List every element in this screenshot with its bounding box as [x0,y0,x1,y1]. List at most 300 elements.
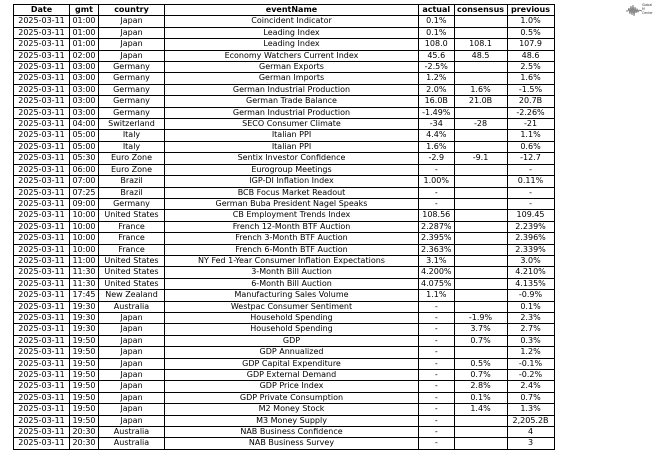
cell-previous: 0.7% [507,392,554,403]
cell-gmt: 03:00 [70,62,99,73]
cell-previous: 1.3% [507,404,554,415]
cell-previous: 1.1% [507,130,554,141]
cell-consensus [454,187,507,198]
cell-event-name: GDP Annualized [165,347,419,358]
cell-previous: -21 [507,119,554,130]
cell-actual: - [419,335,455,346]
cell-gmt: 20:30 [70,438,99,449]
cell-country: United States [99,210,165,221]
cell-previous: - [507,198,554,209]
cell-country: France [99,221,165,232]
table-row [14,415,555,426]
cell-previous: 3 [507,438,554,449]
cell-previous: -0.2% [507,370,554,381]
cell-gmt: 09:00 [70,198,99,209]
cell-previous: 0.1% [507,301,554,312]
table-row [14,39,555,50]
cell-actual: 1.1% [419,290,455,301]
cell-date: 2025-03-11 [14,278,70,289]
cell-gmt: 11:30 [70,267,99,278]
cell-date: 2025-03-11 [14,130,70,141]
cell-previous: 2.4% [507,381,554,392]
cell-date: 2025-03-11 [14,119,70,130]
cell-date: 2025-03-11 [14,141,70,152]
cell-date: 2025-03-11 [14,50,70,61]
cell-country: Germany [99,198,165,209]
cell-event-name: Italian PPI [165,130,419,141]
cell-previous: -0.1% [507,358,554,369]
cell-actual: 45.6 [419,50,455,61]
table-row [14,358,555,369]
table-row [14,244,555,255]
cell-actual: 4.075% [419,278,455,289]
cell-gmt: 03:00 [70,73,99,84]
cell-date: 2025-03-11 [14,267,70,278]
cell-previous: 4.210% [507,267,554,278]
cell-event-name: GDP Capital Expenditure [165,358,419,369]
cell-date: 2025-03-11 [14,176,70,187]
cell-date: 2025-03-11 [14,290,70,301]
table-row [14,347,555,358]
cell-gmt: 01:00 [70,27,99,38]
cell-event-name: Sentix Investor Confidence [165,153,419,164]
table-row [14,16,555,27]
cell-actual: 0.1% [419,16,455,27]
cell-event-name: Household Spending [165,324,419,335]
cell-consensus [454,347,507,358]
cell-previous: 2.7% [507,324,554,335]
cell-date: 2025-03-11 [14,244,70,255]
cell-country: Japan [99,312,165,323]
cell-previous: 4 [507,427,554,438]
cell-consensus: 3.7% [454,324,507,335]
cell-date: 2025-03-11 [14,415,70,426]
cell-event-name: German Imports [165,73,419,84]
cell-date: 2025-03-11 [14,96,70,107]
cell-actual: - [419,198,455,209]
cell-country: Japan [99,50,165,61]
cell-actual: 2.0% [419,84,455,95]
table-row [14,312,555,323]
cell-previous: - [507,187,554,198]
cell-consensus: -28 [454,119,507,130]
cell-event-name: French 3-Month BTF Auction [165,233,419,244]
cell-actual: 2.287% [419,221,455,232]
cell-gmt: 03:00 [70,84,99,95]
cell-date: 2025-03-11 [14,62,70,73]
cell-gmt: 10:00 [70,233,99,244]
cell-consensus [454,198,507,209]
cell-date: 2025-03-11 [14,84,70,95]
cell-date: 2025-03-11 [14,164,70,175]
cell-gmt: 05:00 [70,141,99,152]
table-row [14,27,555,38]
table-row [14,96,555,107]
cell-country: Japan [99,415,165,426]
cell-gmt: 19:50 [70,358,99,369]
cell-actual: 2.363% [419,244,455,255]
cell-actual: - [419,358,455,369]
economic-calendar-table [13,4,555,450]
cell-gmt: 19:50 [70,370,99,381]
cell-previous: 2,205.2B [507,415,554,426]
cell-consensus [454,301,507,312]
cell-actual: 1.2% [419,73,455,84]
cell-previous: -1.5% [507,84,554,95]
table-row [14,324,555,335]
cell-consensus [454,62,507,73]
cell-consensus [454,244,507,255]
cell-gmt: 02:00 [70,50,99,61]
table-row [14,84,555,95]
cell-gmt: 07:25 [70,187,99,198]
cell-previous: 48.6 [507,50,554,61]
table-row [14,130,555,141]
cell-date: 2025-03-11 [14,73,70,84]
cell-event-name: NAB Business Survey [165,438,419,449]
cell-date: 2025-03-11 [14,187,70,198]
cell-consensus: -9.1 [454,153,507,164]
cell-date: 2025-03-11 [14,221,70,232]
cell-event-name: French 6-Month BTF Auction [165,244,419,255]
cell-date: 2025-03-11 [14,427,70,438]
cell-event-name: Italian PPI [165,141,419,152]
cell-gmt: 19:50 [70,415,99,426]
cell-country: Euro Zone [99,153,165,164]
cell-country: United States [99,267,165,278]
cell-event-name: M3 Money Supply [165,415,419,426]
cell-date: 2025-03-11 [14,347,70,358]
cell-country: Brazil [99,176,165,187]
cell-actual: - [419,392,455,403]
cell-actual: -2.9 [419,153,455,164]
table-row [14,119,555,130]
cell-previous: 0.3% [507,335,554,346]
table-row [14,381,555,392]
cell-consensus [454,73,507,84]
table-row [14,187,555,198]
cell-gmt: 17:45 [70,290,99,301]
cell-previous: -0.9% [507,290,554,301]
cell-actual: 3.1% [419,255,455,266]
column-header-gmt: gmt [70,5,99,16]
cell-event-name: CB Employment Trends Index [165,210,419,221]
table-row [14,210,555,221]
cell-previous: 109.45 [507,210,554,221]
cell-event-name: 6-Month Bill Auction [165,278,419,289]
cell-consensus [454,130,507,141]
cell-actual: 2.395% [419,233,455,244]
table-row [14,427,555,438]
cell-consensus [454,221,507,232]
cell-actual: - [419,370,455,381]
cell-consensus [454,278,507,289]
cell-country: France [99,233,165,244]
table-row [14,62,555,73]
cell-country: Australia [99,438,165,449]
cell-previous: 2.339% [507,244,554,255]
cell-date: 2025-03-11 [14,198,70,209]
cell-actual: 0.1% [419,27,455,38]
cell-actual: - [419,312,455,323]
cell-consensus: 1.6% [454,84,507,95]
cell-gmt: 10:00 [70,244,99,255]
cell-previous: 1.2% [507,347,554,358]
cell-event-name: German Trade Balance [165,96,419,107]
column-header-actual: actual [419,5,455,16]
cell-previous: 0.6% [507,141,554,152]
cell-previous: 107.9 [507,39,554,50]
waveform-logo-icon [626,2,642,18]
cell-country: Japan [99,358,165,369]
cell-actual: - [419,164,455,175]
cell-previous: 3.0% [507,255,554,266]
column-header-previous: previous [507,5,554,16]
cell-consensus: 108.1 [454,39,507,50]
table-row [14,50,555,61]
cell-actual: 1.00% [419,176,455,187]
cell-gmt: 19:50 [70,404,99,415]
cell-previous: 20.7B [507,96,554,107]
cell-date: 2025-03-11 [14,39,70,50]
cell-country: Switzerland [99,119,165,130]
table-row [14,267,555,278]
cell-gmt: 07:00 [70,176,99,187]
cell-country: Japan [99,347,165,358]
cell-country: Germany [99,84,165,95]
cell-date: 2025-03-11 [14,370,70,381]
table-row [14,370,555,381]
cell-actual: - [419,427,455,438]
cell-event-name: Eurogroup Meetings [165,164,419,175]
cell-consensus: 0.7% [454,370,507,381]
cell-date: 2025-03-11 [14,16,70,27]
cell-country: Australia [99,427,165,438]
cell-previous: -12.7 [507,153,554,164]
cell-country: Germany [99,96,165,107]
cell-country: Brazil [99,187,165,198]
cell-gmt: 03:00 [70,96,99,107]
cell-gmt: 10:00 [70,210,99,221]
cell-event-name: German Buba President Nagel Speaks [165,198,419,209]
cell-country: Japan [99,392,165,403]
cell-previous: 1.0% [507,16,554,27]
cell-date: 2025-03-11 [14,233,70,244]
table-row [14,301,555,312]
cell-date: 2025-03-11 [14,358,70,369]
cell-actual: 108.0 [419,39,455,50]
cell-gmt: 19:50 [70,347,99,358]
cell-gmt: 19:30 [70,301,99,312]
table-row [14,164,555,175]
cell-event-name: Leading Index [165,39,419,50]
cell-consensus: 2.8% [454,381,507,392]
cell-actual: -2.5% [419,62,455,73]
cell-consensus [454,27,507,38]
cell-previous: 2.239% [507,221,554,232]
table-header-row [14,5,555,16]
cell-previous: -2.26% [507,107,554,118]
cell-gmt: 11:00 [70,255,99,266]
cell-country: Japan [99,16,165,27]
cell-country: Japan [99,370,165,381]
cell-date: 2025-03-11 [14,438,70,449]
cell-previous: 0.5% [507,27,554,38]
cell-event-name: BCB Focus Market Readout [165,187,419,198]
cell-event-name: German Exports [165,62,419,73]
cell-consensus [454,290,507,301]
cell-gmt: 19:50 [70,392,99,403]
cell-country: France [99,244,165,255]
cell-gmt: 06:00 [70,164,99,175]
column-header-date: Date [14,5,70,16]
table-row [14,335,555,346]
cell-actual: - [419,381,455,392]
cell-gmt: 01:00 [70,16,99,27]
cell-previous: - [507,164,554,175]
cell-country: Germany [99,73,165,84]
cell-gmt: 03:00 [70,107,99,118]
cell-event-name: SECO Consumer Climate [165,119,419,130]
cell-previous: 2.396% [507,233,554,244]
cell-country: Japan [99,39,165,50]
cell-date: 2025-03-11 [14,324,70,335]
cell-event-name: German Industrial Production [165,84,419,95]
cell-consensus: 0.1% [454,392,507,403]
cell-actual: 4.4% [419,130,455,141]
cell-country: Euro Zone [99,164,165,175]
table-row [14,221,555,232]
cell-consensus [454,16,507,27]
cell-consensus: -1.9% [454,312,507,323]
cell-consensus: 21.0B [454,96,507,107]
cell-consensus [454,233,507,244]
cell-gmt: 19:50 [70,381,99,392]
cell-country: United States [99,278,165,289]
cell-actual: - [419,347,455,358]
cell-date: 2025-03-11 [14,381,70,392]
cell-consensus: 0.5% [454,358,507,369]
cell-actual: - [419,324,455,335]
cell-gmt: 11:30 [70,278,99,289]
cell-event-name: French 12-Month BTF Auction [165,221,419,232]
column-header-event-name: eventName [165,5,419,16]
cell-gmt: 19:30 [70,312,99,323]
cell-previous: 0.11% [507,176,554,187]
cell-event-name: GDP [165,335,419,346]
cell-gmt: 01:00 [70,39,99,50]
table-row [14,141,555,152]
cell-gmt: 19:50 [70,335,99,346]
cell-actual: - [419,415,455,426]
cell-event-name: M2 Money Stock [165,404,419,415]
cell-event-name: GDP Price Index [165,381,419,392]
cell-consensus: 0.7% [454,335,507,346]
cell-consensus [454,141,507,152]
cell-event-name: GDP Private Consumption [165,392,419,403]
cell-consensus [454,427,507,438]
cell-event-name: Household Spending [165,312,419,323]
brand-logo [626,2,658,20]
table-row [14,404,555,415]
cell-gmt: 04:00 [70,119,99,130]
cell-country: Germany [99,107,165,118]
cell-actual: - [419,404,455,415]
table-row [14,107,555,118]
cell-previous: 4.135% [507,278,554,289]
cell-actual: - [419,301,455,312]
cell-country: Germany [99,62,165,73]
cell-country: United States [99,255,165,266]
cell-event-name: Leading Index [165,27,419,38]
cell-consensus [454,107,507,118]
cell-event-name: GDP External Demand [165,370,419,381]
cell-actual: 4.200% [419,267,455,278]
cell-consensus [454,415,507,426]
column-header-country: country [99,5,165,16]
cell-consensus [454,267,507,278]
cell-gmt: 20:30 [70,427,99,438]
cell-date: 2025-03-11 [14,301,70,312]
table-row [14,176,555,187]
table-row [14,438,555,449]
cell-event-name: German Industrial Production [165,107,419,118]
cell-date: 2025-03-11 [14,210,70,221]
cell-gmt: 10:00 [70,221,99,232]
cell-previous: 2.3% [507,312,554,323]
cell-country: Japan [99,27,165,38]
logo-text-line-2: M [642,7,645,11]
table-row [14,255,555,266]
table-row [14,278,555,289]
cell-event-name: NAB Business Confidence [165,427,419,438]
cell-actual: 1.6% [419,141,455,152]
cell-date: 2025-03-11 [14,27,70,38]
cell-event-name: Westpac Consumer Sentiment [165,301,419,312]
cell-consensus: 1.4% [454,404,507,415]
column-header-consensus: consensus [454,5,507,16]
table-row [14,73,555,84]
table-row [14,153,555,164]
cell-actual: -34 [419,119,455,130]
table-row [14,198,555,209]
cell-event-name: NY Fed 1-Year Consumer Inflation Expectations [165,255,419,266]
cell-actual: - [419,438,455,449]
cell-consensus [454,255,507,266]
cell-gmt: 19:30 [70,324,99,335]
cell-country: New Zealand [99,290,165,301]
table-row [14,233,555,244]
cell-consensus [454,164,507,175]
cell-event-name: Manufacturing Sales Volume [165,290,419,301]
cell-date: 2025-03-11 [14,312,70,323]
logo-text-line-3: Center [642,11,653,15]
cell-country: Japan [99,381,165,392]
cell-date: 2025-03-11 [14,404,70,415]
cell-country: Italy [99,130,165,141]
table-row [14,392,555,403]
cell-event-name: IGP-DI Inflation Index [165,176,419,187]
cell-actual: -1.49% [419,107,455,118]
cell-actual: 108.56 [419,210,455,221]
cell-country: Italy [99,141,165,152]
logo-text-line-1: Global [642,3,653,7]
cell-country: Japan [99,404,165,415]
cell-previous: 2.5% [507,62,554,73]
cell-event-name: 3-Month Bill Auction [165,267,419,278]
cell-date: 2025-03-11 [14,107,70,118]
cell-previous: 1.6% [507,73,554,84]
